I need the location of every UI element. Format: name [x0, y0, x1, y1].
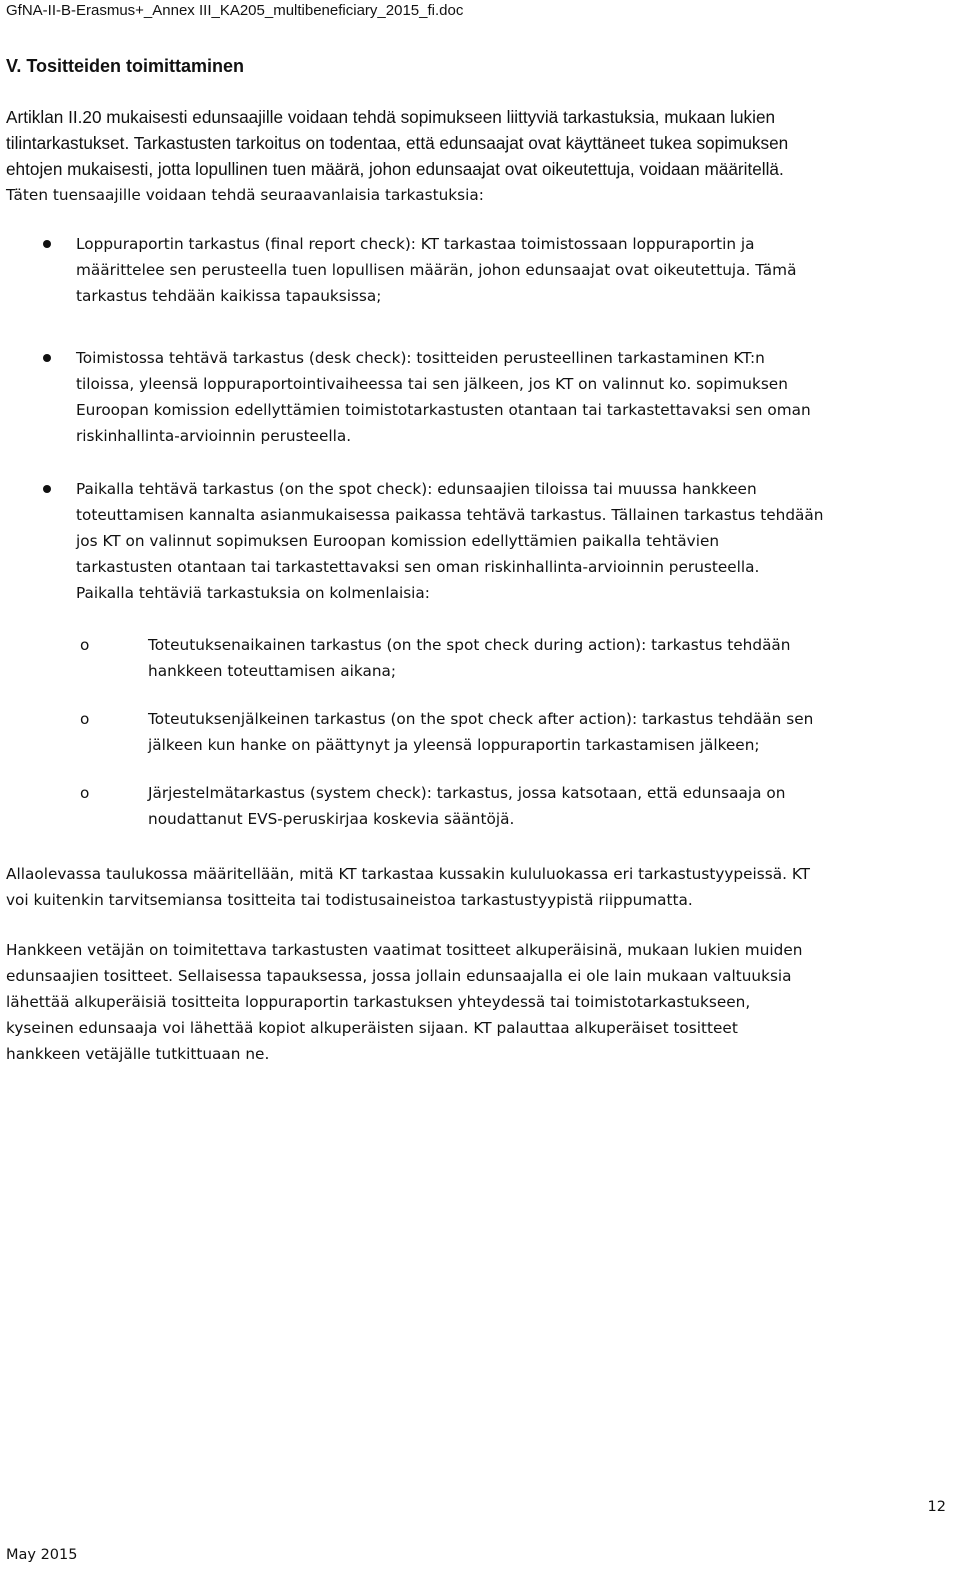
page-number: 12	[927, 1499, 946, 1515]
paragraph-line: kyseinen edunsaaja voi lähettää kopiot alkuperäisten sijaan. KT palauttaa alkuperäiset tositteet	[6, 1019, 738, 1037]
circle-bullet-icon: o	[80, 710, 90, 728]
originals-paragraph	[6, 937, 941, 1067]
bullet-line: tarkastusten otantaan tai tarkastettavaksi sen oman riskinhallinta-arvioinnin perusteella.	[76, 558, 760, 576]
sub-item-line: Toteutuksenaikainen tarkastus (on the spot check during action): tarkastus tehdään	[148, 636, 791, 654]
bullet-line: toteuttamisen kannalta asianmukaisessa paikassa tehtävä tarkastus. Tällainen tarkastus tehdään	[76, 506, 824, 524]
section-title: V. Tositteiden toimittaminen	[6, 56, 245, 76]
bullet-dot-icon	[43, 485, 51, 493]
bullet-line: Paikalla tehtävä tarkastus (on the spot check): edunsaajien tiloissa tai muussa hankkeen	[76, 480, 757, 498]
bullet-line: Paikalla tehtäviä tarkastuksia on kolmenlaisia:	[76, 584, 430, 602]
bullet-line: määrittelee sen perusteella tuen lopullisen määrän, johon edunsaajat ovat oikeutettuja. Tämä	[76, 261, 797, 279]
bullet-dot-icon	[43, 240, 51, 248]
bullet-dot-icon	[43, 354, 51, 362]
sub-item-line: noudattanut EVS-peruskirjaa koskevia sääntöjä.	[148, 810, 515, 828]
bullet-line: tarkastus tehdään kaikissa tapauksissa;	[76, 287, 382, 305]
paragraph-line: Allaolevassa taulukossa määritellään, mitä KT tarkastaa kussakin kululuokassa eri tarkastustyypeissä. KT	[6, 865, 811, 883]
bullet-line: tiloissa, yleensä loppuraportointivaiheessa tai sen jälkeen, jos KT on valinnut ko. sopimuksen	[76, 375, 788, 393]
sub-item-line: jälkeen kun hanke on päättynyt ja yleensä loppuraportin tarkastamisen jälkeen;	[148, 736, 760, 754]
bullet-line: Loppuraportin tarkastus (final report check): KT tarkastaa toimistossaan loppuraportin ja	[76, 235, 755, 253]
paragraph-line: Hankkeen vetäjän on toimitettava tarkastusten vaatimat tositteet alkuperäisinä, mukaan lukien muiden	[6, 941, 803, 959]
bullet-line: Euroopan komission edellyttämien toimistotarkastusten otantaan tai tarkastettavaksi sen oman	[76, 401, 811, 419]
paragraph-line: hankkeen vetäjälle tutkittuaan ne.	[6, 1045, 270, 1063]
paragraph-line: lähettää alkuperäisiä tositteita loppuraportin tarkastuksen yhteydessä tai toimistotarkastukseen,	[6, 993, 751, 1011]
intro-line: ehtojen mukaisesti, jotta lopullinen tuen määrä, johon edunsaajat ovat oikeutettuja, voidaan määritellä.	[6, 159, 784, 179]
paragraph-line: edunsaajien tositteet. Sellaisessa tapauksessa, jossa jollain edunsaajalla ei ole lain mukaan valtuuksia	[6, 967, 792, 985]
circle-bullet-icon: o	[80, 636, 90, 654]
intro-line: Artiklan II.20 mukaisesti edunsaajille voidaan tehdä sopimukseen liittyviä tarkastuksia, mukaan lukien	[6, 107, 776, 127]
sub-item-line: Toteutuksenjälkeinen tarkastus (on the spot check after action): tarkastus tehdään sen	[148, 710, 814, 728]
table-explanation-paragraph	[6, 861, 941, 913]
bullet-line: riskinhallinta-arvioinnin perusteella.	[76, 427, 352, 445]
circle-bullet-icon: o	[80, 784, 90, 802]
intro-paragraph	[6, 104, 941, 208]
document-filename: GfNA-II-B-Erasmus+_Annex III_KA205_multibeneficiary_2015_fi.doc	[6, 2, 464, 19]
sub-item-line: hankkeen toteuttamisen aikana;	[148, 662, 397, 680]
intro-line: Täten tuensaajille voidaan tehdä seuraavanlaisia tarkastuksia:	[6, 186, 484, 204]
sub-item-line: Järjestelmätarkastus (system check): tarkastus, jossa katsotaan, että edunsaaja on	[148, 784, 786, 802]
bullet-line: jos KT on valinnut sopimuksen Euroopan komission edellyttämien paikalla tehtävien	[76, 532, 720, 550]
footer-date: May 2015	[6, 1547, 78, 1563]
intro-line: tilintarkastukset. Tarkastusten tarkoitus on todentaa, että edunsaajat ovat käyttäneet tukea sopimuksen	[6, 133, 789, 153]
bullet-line: Toimistossa tehtävä tarkastus (desk check): tositteiden perusteellinen tarkastaminen KT:n	[76, 349, 765, 367]
paragraph-line: voi kuitenkin tarvitsemiansa tositteita tai todistusaineistoa tarkastustyypistä riippumatta.	[6, 891, 693, 909]
